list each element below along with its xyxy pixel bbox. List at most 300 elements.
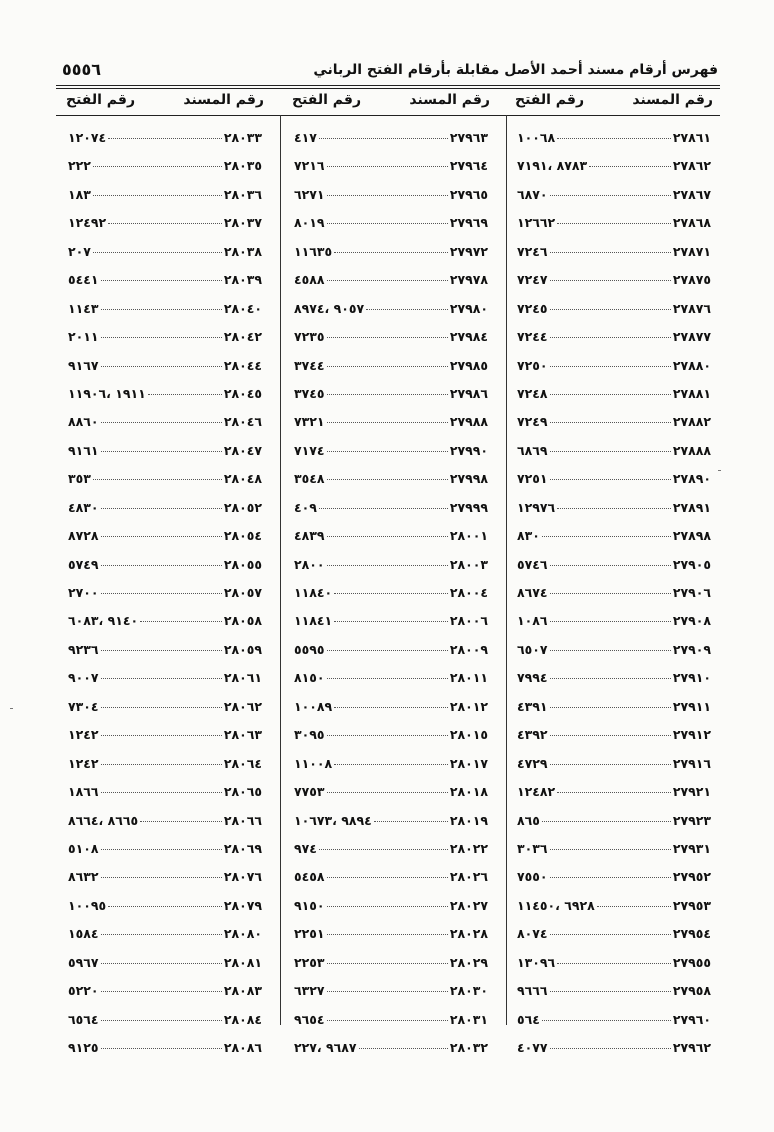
dot-leader: [327, 650, 448, 651]
musnad-number: ٢٧٩٥٤: [672, 926, 711, 942]
musnad-number: ٢٨٠٢٦: [449, 869, 488, 885]
musnad-number: ٢٨٠٦٦: [223, 812, 262, 828]
page-title: فهرس أرقام مسند أحمد الأصل مقابلة بأرقام الفتح الرباني: [313, 62, 718, 78]
musnad-number: ٢٨٠٦٥: [223, 784, 262, 800]
dot-leader: [327, 792, 448, 793]
dot-leader: [101, 678, 222, 679]
fath-number: ٨٦٧٤: [517, 585, 548, 600]
fath-number: ٦٢٧١: [294, 186, 325, 202]
dot-leader: [550, 678, 671, 679]
musnad-number: ٢٧٩٩٠: [449, 442, 488, 458]
dot-leader: [550, 593, 671, 594]
dot-leader: [101, 536, 222, 537]
musnad-number: ٢٨٠١٥: [449, 727, 488, 743]
index-row: [56, 494, 270, 522]
scan-mark: [718, 470, 721, 471]
dot-leader: [557, 508, 671, 509]
dot-leader: [327, 735, 448, 736]
header-rule-thin: [56, 88, 720, 89]
fath-number: ٧٢٤٤: [517, 329, 548, 345]
index-row: [505, 209, 719, 237]
index-row: [505, 664, 719, 692]
index-row: [505, 835, 719, 863]
dot-leader: [557, 138, 671, 139]
index-row: [282, 181, 496, 209]
index-row: [56, 920, 270, 948]
index-row: [56, 892, 270, 920]
index-row: [282, 551, 496, 579]
dot-leader: [101, 280, 222, 281]
dot-leader: [557, 792, 671, 793]
dot-leader: [327, 280, 448, 281]
index-row: [505, 949, 719, 977]
index-row: [56, 977, 270, 1005]
index-row: [282, 892, 496, 920]
dot-leader: [101, 849, 222, 850]
fath-number: ٩٦٥٤: [294, 1011, 325, 1027]
index-row: [282, 778, 496, 806]
index-row: [56, 664, 270, 692]
dot-leader: [108, 223, 222, 224]
scan-mark: [10, 708, 13, 709]
dot-leader: [550, 877, 671, 878]
musnad-number: ٢٧٨٨١: [672, 385, 711, 401]
dot-leader: [550, 280, 671, 281]
dot-leader: [550, 707, 671, 708]
index-row: [282, 124, 496, 152]
musnad-number: ٢٧٩١٠: [672, 670, 711, 686]
fath-number: ٤٣٩١: [517, 698, 548, 714]
musnad-number: ٢٨٠٦٩: [223, 840, 262, 856]
musnad-number: ٢٨٠٦٤: [223, 755, 262, 771]
dot-leader: [101, 707, 222, 708]
musnad-number: ٢٨٠٢٢: [449, 840, 488, 856]
fath-number: ٣٧٤٤: [294, 357, 325, 373]
index-row: [282, 437, 496, 465]
dot-leader: [93, 252, 222, 253]
dot-leader: [327, 195, 448, 196]
index-row: [505, 607, 719, 635]
index-row: [282, 579, 496, 607]
musnad-number: ٢٧٨٦١: [672, 130, 711, 145]
fath-number: ١٢٤٢: [68, 755, 99, 771]
fath-number: ١٨٣: [68, 186, 91, 202]
musnad-number: ٢٧٩٨٦: [449, 385, 488, 401]
dot-leader: [327, 678, 448, 679]
index-row: [56, 152, 270, 180]
index-row: [505, 352, 719, 380]
dot-leader: [550, 650, 671, 651]
musnad-number: ٢٨٠٠١: [449, 528, 488, 544]
dot-leader: [550, 394, 671, 395]
index-row: [505, 124, 719, 152]
fath-number: ٧٢٤٥: [517, 300, 548, 316]
fath-number: ٧٩٩٤: [517, 670, 548, 686]
dot-leader: [327, 991, 448, 992]
column-header: [56, 90, 270, 114]
fath-number: ٧٢٥٠: [517, 357, 548, 373]
dot-leader: [550, 991, 671, 992]
musnad-number: ٢٨٠٧٦: [223, 869, 262, 885]
musnad-number: ٢٧٨٨٢: [672, 414, 711, 430]
fath-number: ٦٣٢٧: [294, 983, 325, 999]
dot-leader: [101, 309, 222, 310]
index-row: [505, 494, 719, 522]
dot-leader: [148, 394, 222, 395]
musnad-number: ٢٧٩٦٥: [449, 186, 488, 202]
musnad-number: ٢٧٩٦٠: [672, 1011, 711, 1027]
dot-leader: [327, 394, 448, 395]
dot-leader: [550, 621, 671, 622]
fath-number: ٩١٦٧: [68, 357, 99, 373]
index-row: [505, 408, 719, 436]
musnad-number: ٢٧٨٦٢: [672, 158, 711, 174]
dot-leader: [542, 536, 671, 537]
musnad-number: ٢٨٠٥٥: [223, 556, 262, 572]
index-row: [56, 465, 270, 493]
fath-number: ٤١٧: [294, 130, 317, 145]
dot-leader: [359, 1048, 448, 1049]
fath-number: ٩٢٣٦: [68, 641, 99, 657]
fath-number: ٧٣٢١: [294, 414, 325, 430]
fath-number: ٣٥٤٨: [294, 471, 325, 487]
index-row: [282, 465, 496, 493]
fath-number: ٢٢٥٣: [294, 954, 325, 970]
index-row: [282, 352, 496, 380]
musnad-number: ٢٨٠٣٦: [223, 186, 262, 202]
dot-leader: [589, 166, 671, 167]
fath-number: ٤٠٩: [294, 499, 317, 515]
index-row: [56, 209, 270, 237]
index-row: [282, 721, 496, 749]
column-divider: [280, 115, 281, 1025]
fath-number: ١٢٠٧٤: [68, 130, 107, 145]
index-row: [56, 352, 270, 380]
fath-number: ٦٨٧٠: [517, 186, 548, 202]
fath-number: ٧٢٤٨: [517, 385, 548, 401]
fath-number: ٨٨٦٠: [68, 414, 99, 430]
index-row: [282, 807, 496, 835]
dot-leader: [101, 764, 222, 765]
dot-leader: [101, 991, 222, 992]
fath-number: ٩١٥٠: [294, 897, 325, 913]
dot-leader: [542, 821, 671, 822]
fath-number: ٥٢٢٠: [68, 983, 99, 999]
musnad-number: ٢٧٩٦٣: [449, 130, 488, 145]
dot-leader: [327, 565, 448, 566]
dot-leader: [327, 963, 448, 964]
musnad-number: ٢٨٠٢٨: [449, 926, 488, 942]
fath-number: ٣٧٤٥: [294, 385, 325, 401]
fath-header: رقم الفتح: [66, 92, 136, 108]
musnad-number: ٢٨٠٠٣: [449, 556, 488, 572]
dot-leader: [597, 906, 671, 907]
dot-leader: [101, 963, 222, 964]
dot-leader: [319, 508, 448, 509]
dot-leader: [101, 508, 222, 509]
musnad-number: ٢٧٨٨٨: [672, 442, 711, 458]
index-column-right: [505, 90, 719, 1062]
dot-leader: [108, 138, 222, 139]
index-row: [505, 721, 719, 749]
musnad-header: رقم المسند: [632, 92, 713, 108]
musnad-number: ٢٧٩٥٥: [672, 954, 711, 970]
dot-leader: [101, 593, 222, 594]
dot-leader: [550, 422, 671, 423]
index-row: [282, 636, 496, 664]
fath-number: ٩٠٠٧: [68, 670, 99, 686]
index-row: [505, 323, 719, 351]
index-row: [505, 181, 719, 209]
index-row: [56, 266, 270, 294]
fath-number: ٧٢٤٦: [517, 243, 548, 259]
dot-leader: [550, 934, 671, 935]
fath-number: ٧١٧٤: [294, 442, 325, 458]
dot-leader: [327, 934, 448, 935]
musnad-number: ٢٨٠٤٦: [223, 414, 262, 430]
musnad-number: ٢٧٨٧٥: [672, 272, 711, 288]
fath-number: ٥٥٩٥: [294, 641, 325, 657]
index-row: [56, 863, 270, 891]
fath-number: ١٠٠٦٨: [517, 130, 556, 145]
fath-number: ٦٥٦٤: [68, 1011, 99, 1027]
dot-leader: [327, 877, 448, 878]
musnad-number: ٢٧٩٣١: [672, 840, 711, 856]
column-header: [282, 90, 496, 114]
fath-number: ٢٧٠٠: [68, 585, 99, 600]
index-row: [56, 522, 270, 550]
musnad-number: ٢٨٠٨٠: [223, 926, 262, 942]
musnad-number: ٢٨٠١١: [449, 670, 488, 686]
dot-leader: [140, 821, 222, 822]
musnad-header: رقم المسند: [183, 92, 264, 108]
fath-number: ٩٠٥٧ ،٨٩٧٤: [294, 300, 365, 316]
musnad-number: ٢٧٩١٦: [672, 755, 711, 771]
index-row: [505, 266, 719, 294]
index-row: [282, 380, 496, 408]
fath-number: ٦٨٦٩: [517, 442, 548, 458]
musnad-number: ٢٨٠٨١: [223, 954, 262, 970]
musnad-number: ٢٨٠١٢: [449, 698, 488, 714]
fath-number: ١٩١١ ،١١٩٠٦: [68, 385, 146, 401]
index-row: [505, 892, 719, 920]
index-column-middle: [282, 90, 496, 1062]
dot-leader: [550, 252, 671, 253]
fath-number: ٢٢٥١: [294, 926, 325, 942]
index-row: [505, 437, 719, 465]
index-row: [505, 693, 719, 721]
musnad-number: ٢٧٩٧٢: [449, 243, 488, 259]
fath-number: ٨١٥٠: [294, 670, 325, 686]
musnad-number: ٢٧٩٦٤: [449, 158, 488, 174]
dot-leader: [140, 621, 222, 622]
index-row: [505, 807, 719, 835]
index-column-left: [56, 90, 270, 1062]
musnad-number: ٢٧٩١١: [672, 698, 711, 714]
dot-leader: [327, 223, 448, 224]
fath-number: ٦٥٠٧: [517, 641, 548, 657]
fath-number: ١١٠٠٨: [294, 755, 333, 771]
index-row: [56, 295, 270, 323]
musnad-number: ٢٨٠٣٣: [223, 130, 262, 145]
index-row: [56, 124, 270, 152]
fath-number: ١٣٠٩٦: [517, 954, 556, 970]
dot-leader: [101, 792, 222, 793]
fath-number: ٣٠٩٥: [294, 727, 325, 743]
index-row: [505, 152, 719, 180]
fath-number: ٤٥٨٨: [294, 272, 325, 288]
musnad-number: ٢٨٠٤٨: [223, 471, 262, 487]
musnad-number: ٢٧٩٥٢: [672, 869, 711, 885]
fath-number: ٤٨٣٩: [294, 528, 325, 544]
musnad-number: ٢٨٠٤٧: [223, 442, 262, 458]
index-row: [282, 693, 496, 721]
fath-number: ٨٦٥: [517, 812, 540, 828]
dot-leader: [108, 906, 222, 907]
fath-number: ١٠٨٦: [517, 613, 548, 629]
dot-leader: [319, 849, 448, 850]
index-row: [56, 323, 270, 351]
musnad-number: ٢٨٠٣١: [449, 1011, 488, 1027]
musnad-number: ٢٧٩٠٥: [672, 556, 711, 572]
fath-number: ٤٧٢٩: [517, 755, 548, 771]
index-row: [282, 494, 496, 522]
index-row: [56, 750, 270, 778]
index-row: [282, 920, 496, 948]
dot-leader: [334, 707, 448, 708]
index-row: [282, 949, 496, 977]
dot-leader: [550, 309, 671, 310]
dot-leader: [101, 1048, 222, 1049]
musnad-number: ٢٨٠٥٧: [223, 585, 262, 600]
index-row: [56, 579, 270, 607]
dot-leader: [101, 337, 222, 338]
index-row: [56, 807, 270, 835]
fath-number: ٤٠٧٧: [517, 1040, 548, 1055]
column-header: [505, 90, 719, 114]
index-row: [505, 1006, 719, 1034]
fath-number: ١٢٦٦٢: [517, 215, 556, 231]
index-row: [505, 551, 719, 579]
musnad-number: ٢٨٠٦٢: [223, 698, 262, 714]
index-row: [282, 607, 496, 635]
dot-leader: [550, 849, 671, 850]
index-row: [56, 721, 270, 749]
musnad-number: ٢٨٠٥٨: [223, 613, 262, 629]
fath-number: ٩٧٤: [294, 840, 317, 856]
musnad-number: ٢٨٠٦٣: [223, 727, 262, 743]
index-row: [56, 437, 270, 465]
musnad-number: ٢٨٠٥٤: [223, 528, 262, 544]
index-row: [282, 295, 496, 323]
musnad-number: ٢٧٩٥٨: [672, 983, 711, 999]
index-row: [56, 181, 270, 209]
fath-number: ١٥٨٤: [68, 926, 99, 942]
fath-number: ٥٩٦٧: [68, 954, 99, 970]
fath-number: ١١٨٤٠: [294, 585, 333, 600]
musnad-number: ٢٨٠٤٥: [223, 385, 262, 401]
fath-number: ١١٦٣٥: [294, 243, 333, 259]
fath-number: ٢٢٢: [68, 158, 91, 174]
index-row: [282, 522, 496, 550]
fath-number: ٣٥٣: [68, 471, 91, 487]
fath-number: ٥٧٤٦: [517, 556, 548, 572]
musnad-number: ٢٨٠٦١: [223, 670, 262, 686]
dot-leader: [550, 479, 671, 480]
fath-number: ٢٠١١: [68, 329, 99, 345]
fath-number: ٢٠٧: [68, 243, 91, 259]
dot-leader: [101, 422, 222, 423]
index-row: [282, 835, 496, 863]
musnad-number: ٢٨٠٠٤: [449, 585, 488, 600]
fath-number: ٨٠١٩: [294, 215, 325, 231]
musnad-number: ٢٨٠٢٩: [449, 954, 488, 970]
dot-leader: [550, 1048, 671, 1049]
index-row: [505, 750, 719, 778]
index-row: [56, 380, 270, 408]
page-number: ٥٥٥٦: [62, 60, 102, 79]
dot-leader: [550, 195, 671, 196]
fath-number: ٨٧٢٨: [68, 528, 99, 544]
fath-number: ٨٠٧٤: [517, 926, 548, 942]
dot-leader: [327, 422, 448, 423]
musnad-number: ٢٧٩٢٣: [672, 812, 711, 828]
dot-leader: [327, 1020, 448, 1021]
musnad-number: ٢٨٠٣٨: [223, 243, 262, 259]
fath-number: ٧٢٤٩: [517, 414, 548, 430]
index-row: [56, 949, 270, 977]
musnad-number: ٢٧٩٨٠: [449, 300, 488, 316]
musnad-number: ٢٧٨٩٠: [672, 471, 711, 487]
musnad-number: ٢٨٠١٧: [449, 755, 488, 771]
musnad-number: ٢٧٩٨٨: [449, 414, 488, 430]
dot-leader: [550, 565, 671, 566]
musnad-number: ٢٧٩٠٦: [672, 585, 711, 600]
musnad-number: ٢٨٠٥٩: [223, 641, 262, 657]
index-row: [56, 551, 270, 579]
musnad-number: ٢٧٨٧٦: [672, 300, 711, 316]
musnad-number: ٢٧٩٨٥: [449, 357, 488, 373]
musnad-number: ٢٧٨٧٧: [672, 329, 711, 345]
fath-number: ٦٩٢٨ ،١١٤٥٠: [517, 897, 595, 913]
page-header: [62, 60, 718, 86]
musnad-number: ٢٧٩٦٩: [449, 215, 488, 231]
fath-number: ١٠٠٨٩: [294, 698, 333, 714]
musnad-number: ٢٨٠٤٢: [223, 329, 262, 345]
fath-number: ١٢٤٩٢: [68, 215, 107, 231]
index-row: [505, 1034, 719, 1062]
index-row: [505, 295, 719, 323]
dot-leader: [550, 735, 671, 736]
musnad-number: ٢٧٩٠٩: [672, 641, 711, 657]
index-row: [56, 693, 270, 721]
dot-leader: [93, 479, 222, 480]
fath-number: ٧٥٥٠: [517, 869, 548, 885]
fath-number: ٢٨٠٠: [294, 556, 325, 572]
index-row: [505, 863, 719, 891]
index-row: [56, 778, 270, 806]
fath-number: ٧٧٥٣: [294, 784, 325, 800]
fath-number: ٧٢٥١: [517, 471, 548, 487]
dot-leader: [550, 451, 671, 452]
index-row: [56, 607, 270, 635]
fath-number: ٧٢١٦: [294, 158, 325, 174]
dot-leader: [101, 735, 222, 736]
fath-number: ٩١٦١: [68, 442, 99, 458]
fath-number: ٥٦٤: [517, 1011, 540, 1027]
musnad-number: ٢٧٨٧١: [672, 243, 711, 259]
index-row: [282, 664, 496, 692]
